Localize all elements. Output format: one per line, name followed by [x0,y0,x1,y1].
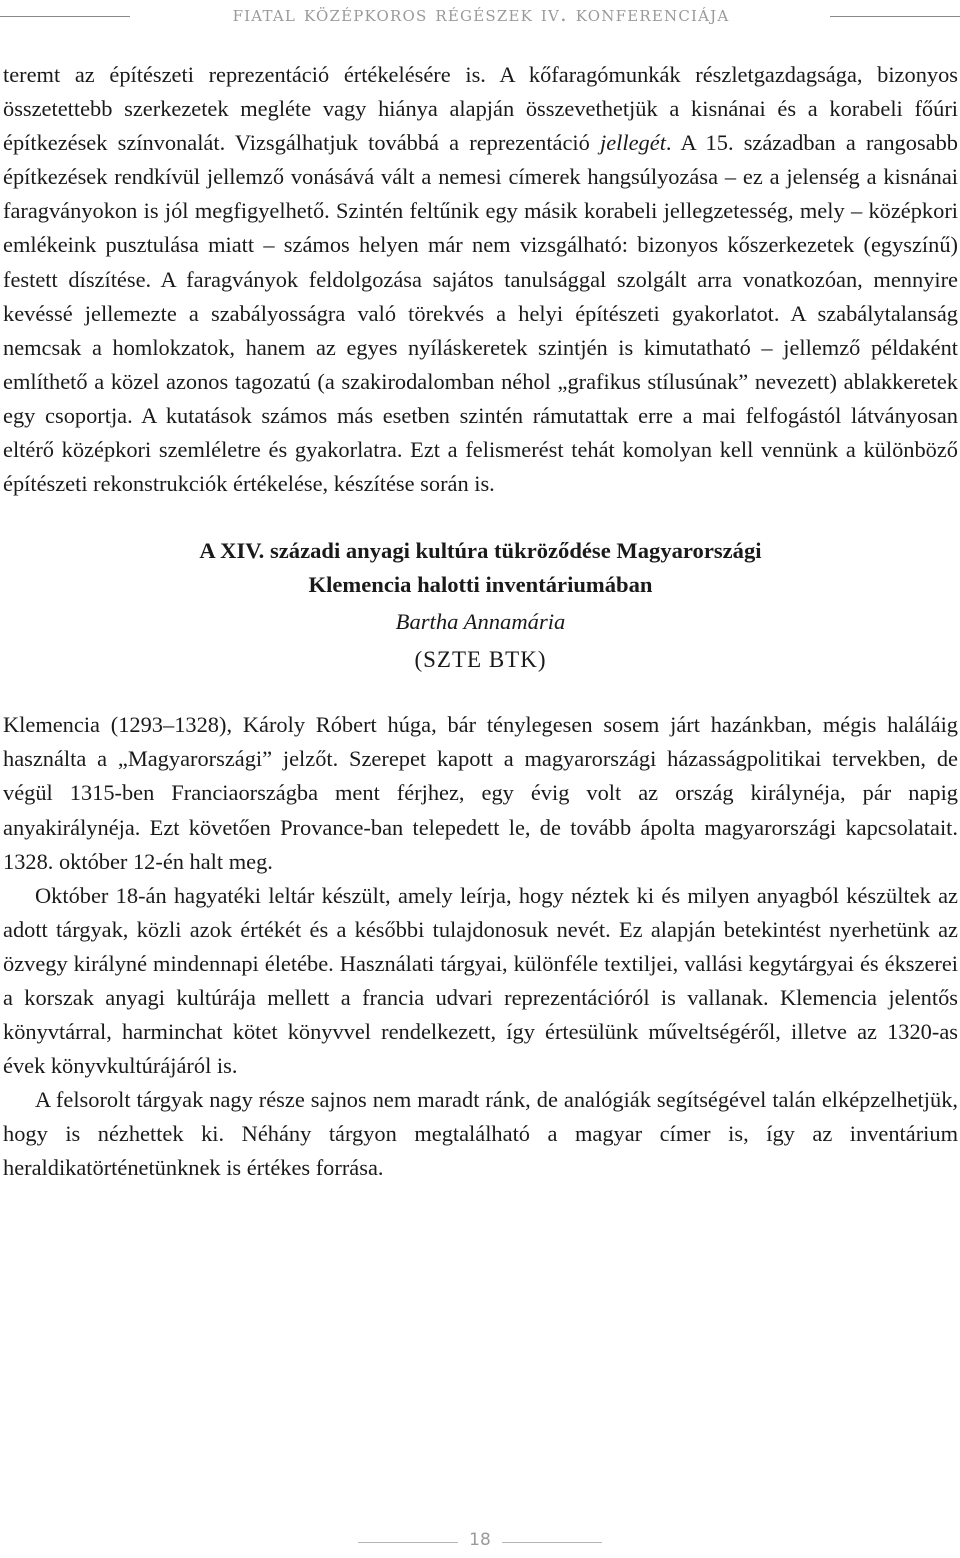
running-header [0,0,960,34]
page-number: 18 [469,1530,491,1550]
article-paragraph-3: A felsorolt tárgyak nagy része sajnos nem maradt ránk, de analógiák segítségével talán elképzelhetjük, hogy is nézhettek ki. Néhány tárgyon megtalálható a magyar címer is, így az inventárium heraldikatörténetünknek is értékes forrása. [3,1087,958,1181]
paragraph-text-a: teremt az építészeti reprezentáció értékelésére is. A kőfaragómunkák részletgazdagsága, bizonyos összetettebb szerkezetek megléte vagy hiánya alapján összevethetjük a kisnánai és a korabeli főúri építkezések színvonalát. Vizsgálhatjuk továbbá a reprezentáció [3,62,958,156]
paragraph-text-b: . A 15. században a rangosabb építkezések rendkívül jellemző vonásává vált a nemesi címerek hangsúlyozása – ez a jelenség a kisnánai faragványokon is jól megfigyelhető. Szintén feltűnik egy másik korabeli jellegzetesség, mely – középkori emlékeink pusztulása miatt – számos helyen már nem vizsgálható: bizonyos kőszerkezetek (egyszínű) festett díszítése. A faragványok feldolgozása sajátos tanulsággal szolgált arra vonatkozóan, mennyire kevéssé jellemezte a szabályosságra való törekvés a helyi építészeti gyakorlatot. A szabálytalanság nemcsak a homlokzatok, hanem az egyes nyíláskeretek szintjén is kimutatható – jellemző példaként említhető a közel azonos tagozatú (a szakirodalomban néhol „grafikus stílusúnak” nevezett) ablakkeretek egy csoportja. A kutatások számos más esetben szintén rámutattak erre a mai felfogástól látványosan eltérő középkori szemléletre és gyakorlatra. Ezt a felismerést tehát komolyan kell vennünk a különböző építészeti rekonstrukciók értékelése, készítése során is. [3,130,958,497]
footer-rule-left [358,1542,458,1543]
article-affiliation: (SZTE BTK) [414,647,547,673]
header-rule-left [0,16,130,17]
article-title-line-2: Klemencia halotti inventáriumában [308,572,653,598]
paragraph-continued [3,58,958,501]
footer-rule-right [502,1542,602,1543]
article-heading [3,534,958,678]
article-author: Bartha Annamária [395,609,566,635]
page-body [3,58,958,1186]
article-title-line-1: A XIV. századi anyagi kultúra tükröződése Magyarországi [199,538,762,564]
article-paragraph-2: Október 18-án hagyatéki leltár készült, amely leírja, hogy néztek ki és milyen anyagból készültek az adott tárgyak, közli azok értékét és a későbbi tulajdonosuk nevét. Ez alapján betekintést nyerhetünk az özvegy királyné mindennapi életébe. Használati tárgyai, különféle textiljei, vallási kegytárgyai és ékszerei a korszak anyagi kultúrája mellett a francia udvari reprezentációról is vallanak. Klemencia jelentős könyvtárral, harminchat kötet könyvvel rendelkezett, így értesülünk műveltségéről, illetve az 1320-as évek könyvkultúrájáról is. [3,882,958,1079]
page-footer [0,1530,960,1556]
header-rule-right [830,16,960,17]
running-title: fiatal középkoros régészek iv. konferenciája [232,2,730,26]
paragraph-italic-term: jellegét [600,130,666,156]
article-paragraph-1: Klemencia (1293–1328), Károly Róbert húga, bár ténylegesen sosem járt hazánkban, mégis haláláig használta a „Magyarországi” jelzőt. Szerepet kapott a magyarországi házasságpolitikai tervekben, de végül 1315-ben Franciaországba ment férjhez, egy évig volt az ország királynéja, pár napig anyakirálynéja. Ezt követően Provance-ban telepedett le, de tovább ápolta magyarországi kapcsolatait. 1328. október 12-én halt meg. [3,712,958,874]
